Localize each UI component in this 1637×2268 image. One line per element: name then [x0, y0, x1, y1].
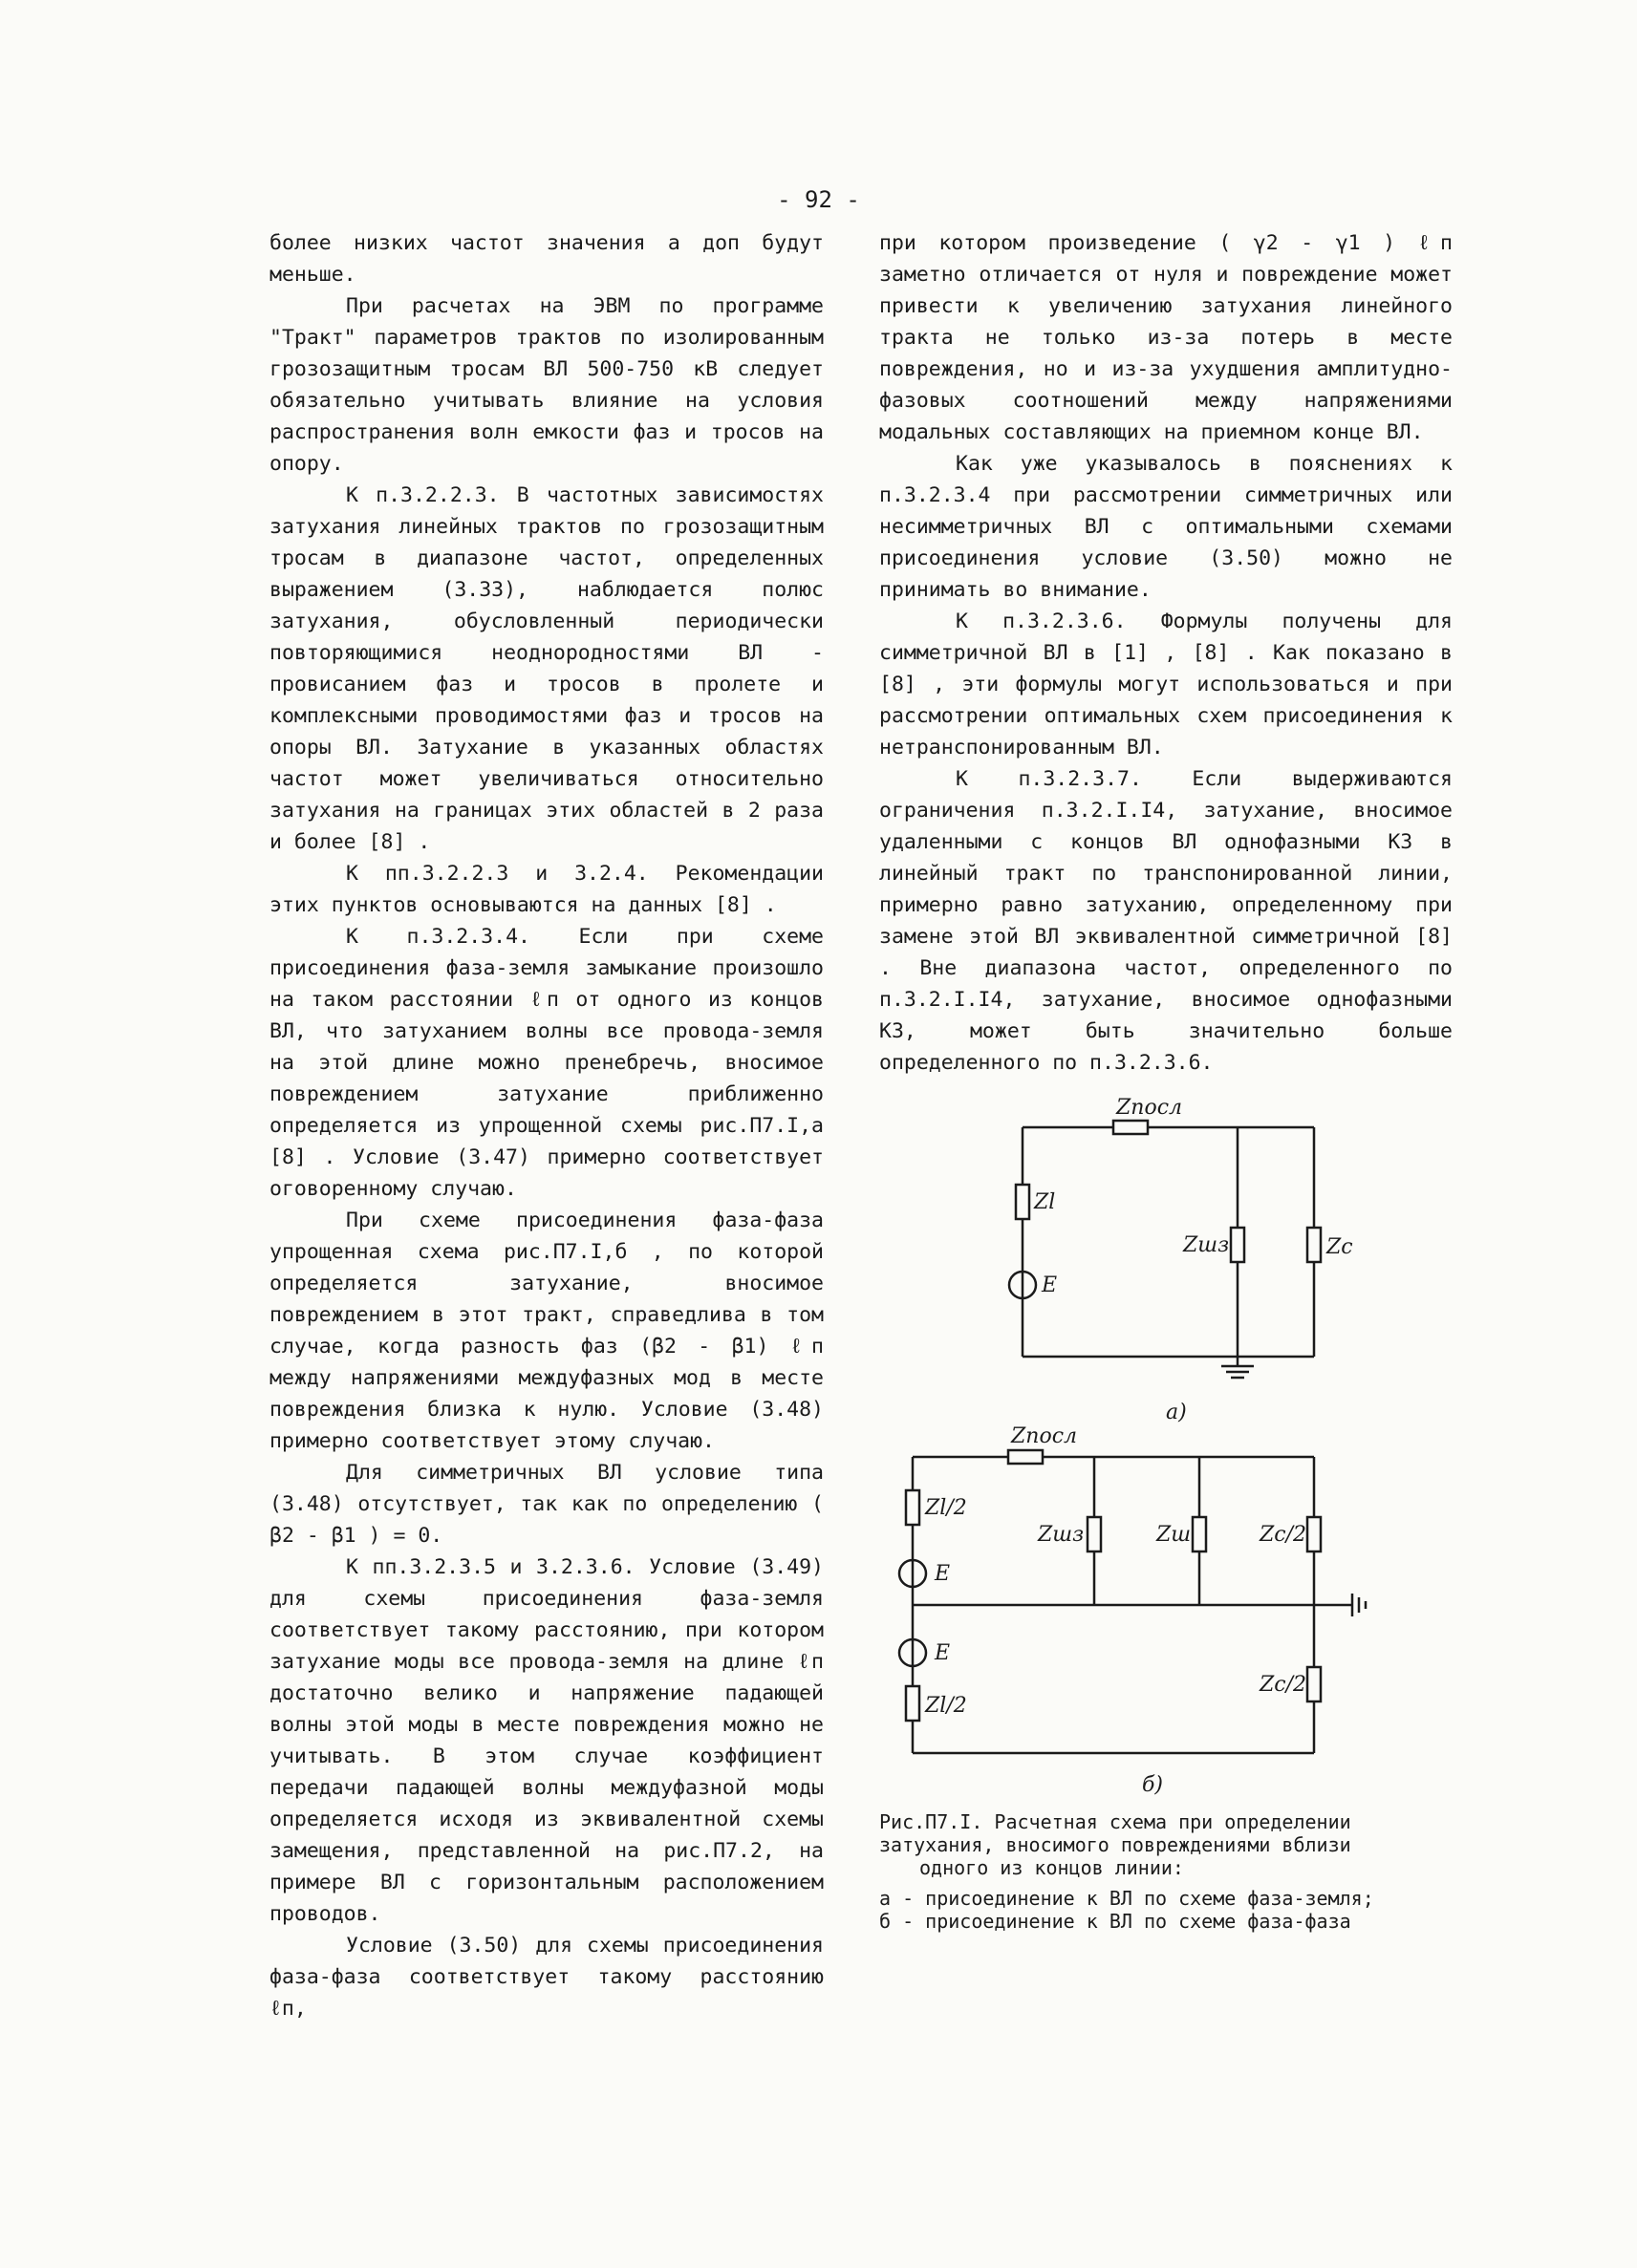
caption-legend [879, 1887, 1414, 1933]
paragraph: более низких частот значения a доп будут меньше. [269, 231, 824, 287]
resistor-zc2-top [1307, 1517, 1321, 1551]
paragraph: При схеме присоединения фаза-фаза упрощенная схема рис.П7.I,б , по которой определяется затухание, вносимое повреждением в этот тракт, справедлива в том случае, когда разность фаз (β2 - β1) ℓп между напряжениями междуфазных мод в месте повреждения близка к нулю. Условие (3.48) примерно соответствует этому случаю. [269, 1209, 824, 1453]
label-zl-a: Zl [1034, 1190, 1056, 1214]
resistor-zshz-a [1231, 1228, 1244, 1262]
legend-a: а - присоединение к ВЛ по схеме фаза-земля; [879, 1887, 1374, 1910]
label-zl2-top: Zl/2 [925, 1496, 967, 1520]
resistor-zshz-b [1088, 1517, 1101, 1551]
paragraph: При расчетах на ЭВМ по программе "Тракт" параметров трактов по изолированным грозозащитным тросам ВЛ 500-750 кВ следует обязательно учитывать влияние на условия распространения волн емкости фаз и тросов на опору. [269, 294, 824, 476]
figure-caption [879, 1810, 1414, 1933]
label-zc-a: Zc [1326, 1235, 1353, 1259]
label-e-bottom: E [935, 1641, 951, 1665]
paragraph: К п.3.2.3.7. Если выдерживаются ограничения п.3.2.I.I4, затухание, вносимое удаленными с концов ВЛ однофазными КЗ в линейный тракт по транспонированной линии, примерно равно затуханию, определенному при замене этой ВЛ эквивалентной симметричной [8] . Вне диапазона частот, определенного по п.3.2.I.I4, затухание, вносимое однофазными КЗ, может быть значительно больше определенного по п.3.2.3.6. [879, 767, 1453, 1075]
label-zc2-top: Zc/2 [1260, 1523, 1307, 1547]
caption-title-line2: одного из концов линии: [919, 1856, 1184, 1879]
label-e-a: E [1042, 1273, 1058, 1297]
paragraph: Для симметричных ВЛ условие типа (3.48) отсутствует, так как по определению ( β2 - β1 ) = 0. [269, 1461, 824, 1548]
page-number: - 92 - [777, 186, 860, 213]
resistor-zl-a [1016, 1185, 1029, 1219]
label-a: а) [1166, 1401, 1187, 1424]
label-zc2-bottom: Zc/2 [1260, 1673, 1307, 1697]
ground-symbol-b [1352, 1594, 1366, 1616]
label-zposl-a: Zпосл [1116, 1096, 1183, 1120]
label-zshz-a: Zшз [1183, 1233, 1230, 1257]
paragraph: К пп.3.2.3.5 и 3.2.3.6. Условие (3.49) для схемы присоединения фаза-земля соответствует такому расстоянию, при котором затухание моды все провода-земля на длине ℓп достаточно велико и напряжение падающей волны этой моды в месте повреждения можно не учитывать. В этом случае коэффициент передачи падающей волны междуфазной моды определяется исходя из эквивалентной схемы замещения, представленной на рис.П7.2, на примере ВЛ с горизонтальным расположением проводов. [269, 1555, 824, 1926]
legend-b: б - присоединение к ВЛ по схеме фаза-фаза [879, 1910, 1351, 1933]
paragraph: К пп.3.2.2.3 и 3.2.4. Рекомендации этих пунктов основываются на данных [8] . [269, 862, 824, 917]
paragraph: К п.3.2.3.6. Формулы получены для симметричной ВЛ в [1] , [8] . Как показано в [8] , эти формулы могут использоваться и при рассмотрении оптимальных схем присоединения к нетранспонированным ВЛ. [879, 610, 1453, 760]
label-b: б) [1142, 1773, 1164, 1797]
paragraph: К п.3.2.2.3. В частотных зависимостях затухания линейных трактов по грозозащитным тросам в диапазоне частот, определенных выражением (3.33), наблюдается полюс затухания, обусловленный периодически повторяющимися неоднородностями ВЛ - провисанием фаз и тросов в пролете и комплексными проводимостями фаз и тросов на опоры ВЛ. Затухание в указанных областях частот может увеличиваться относительно затухания на границах этих областей в 2 раза и более [8] . [269, 483, 824, 854]
ground-symbol-a [1221, 1357, 1254, 1378]
left-column [269, 227, 824, 2024]
label-zl2-bottom: Zl/2 [925, 1694, 967, 1718]
right-column [879, 227, 1453, 1079]
resistor-zposl-b [1008, 1450, 1043, 1464]
resistor-zc-a [1307, 1228, 1321, 1262]
label-zposl-b: Zпосл [1011, 1424, 1078, 1448]
paragraph: Как уже указывалось в пояснениях к п.3.2.3.4 при рассмотрении симметричных или несимметричных ВЛ с оптимальными схемами присоединения условие (3.50) можно не принимать во внимание. [879, 452, 1453, 602]
paragraph: Условие (3.50) для схемы присоединения фаза-фаза соответствует такому расстоянию ℓп, [269, 1934, 824, 2021]
resistor-zl2-top [906, 1490, 919, 1525]
label-zsh-b: Zш [1156, 1523, 1192, 1547]
circuit-figure [879, 1089, 1472, 1815]
paragraph: К п.3.2.3.4. Если при схеме присоединения фаза-земля замыкание произошло на таком расстоянии ℓп от одного из концов ВЛ, что затуханием волны все провода-земля на этой длине можно пренебречь, вносимое повреждением затухание приближенно определяется из упрощенной схемы рис.П7.I,a [8] . Условие (3.47) примерно соответствует оговоренному случаю. [269, 925, 824, 1201]
resistor-zc2-bottom [1307, 1667, 1321, 1701]
paragraph: при котором произведение ( γ2 - γ1 ) ℓп заметно отличается от нуля и повреждение может привести к увеличению затухания линейного тракта не только из-за потерь в месте повреждения, но и из-за ухудшения амплитудно-фазовых соотношений между напряжениями модальных составляющих на приемном конце ВЛ. [879, 231, 1453, 444]
resistor-zposl-a [1113, 1121, 1148, 1134]
resistor-zl2-bottom [906, 1686, 919, 1721]
label-zshz-b: Zшз [1038, 1523, 1085, 1547]
caption-title-line1: Рис.П7.I. Расчетная схема при определении затухания, вносимого повреждениями вблизи [879, 1810, 1351, 1856]
circuit-a [1009, 1121, 1321, 1378]
resistor-zsh-b [1193, 1517, 1206, 1551]
label-e-top: E [935, 1562, 951, 1586]
circuit-b [899, 1450, 1366, 1753]
